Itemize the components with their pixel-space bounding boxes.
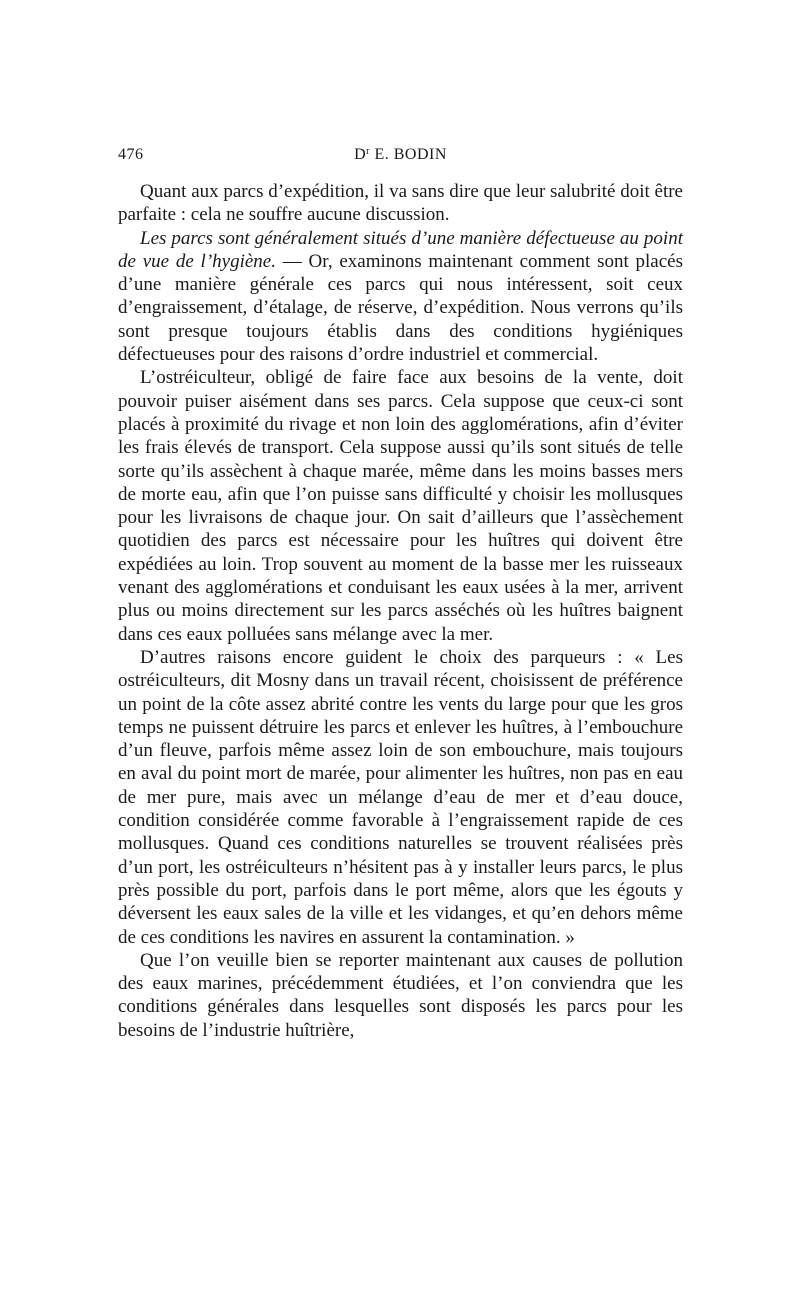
book-page [118, 146, 683, 1042]
paragraph-mosny-quote: D’autres raisons encore guident le choix des parqueurs : « Les ostréiculteurs, dit Mosny dans un travail récent, choisissent de préférence un point de la côte assez abrité contre les vents du large pour que les gros temps ne puissent détruire les parcs et enlever les huîtres, à l’embouchure d’un fleuve, parfois même assez loin de son embouchure, mais toujours en aval du point mort de marée, pour alimenter les huîtres, non pas en eau de mer pure, mais avec un mélange d’eau de mer et d’eau douce, condition considérée comme favorable à l’engraissement rapide de ces mollusques. Quand ces conditions naturelles se trouvent réalisées près d’un port, les ostréiculteurs n’hésitent pas à y installer leurs parcs, le plus près possible du port, parfois dans le port même, alors que les égouts y déversent les eaux sales de la ville et les vidanges, et qu’en dehors même de ces conditions les navires en assurent la contamination. » [118, 646, 683, 948]
author-prefix: D [354, 146, 367, 163]
running-head-title [118, 146, 683, 164]
author-prefix-superscript: r [366, 146, 370, 157]
paragraph-text: — Or, examinons maintenant comment sont placés d’une manière générale ces parcs qui nous intéressent, soit ceux d’engraissement, d’étalage, de réserve, d’expédition. Nous verrons qu’ils sont presque toujours établis dans des conditions hygiéniques défectueuses pour des raisons d’ordre industriel et commercial. [118, 250, 683, 366]
italic-section-heading: Les parcs sont généralement situés d’une manière défectueuse au point de vue de l’hygiène. [118, 227, 683, 272]
paragraph-hygiene-location [118, 227, 683, 367]
page-number: 476 [118, 146, 144, 163]
running-head [118, 146, 683, 172]
body-text [118, 180, 683, 1042]
paragraph-pollution-causes: Que l’on veuille bien se reporter maintenant aux causes de pollution des eaux marines, précédemment étudiées, et l’on conviendra que les conditions générales dans lesquelles sont disposés les parcs pour les besoins de l’industrie huîtrière, [118, 949, 683, 1041]
author-name: E. BODIN [374, 146, 447, 163]
paragraph-ostreiculteur: L’ostréiculteur, obligé de faire face aux besoins de la vente, doit pouvoir puiser aisément dans ses parcs. Cela suppose que ceux-ci sont placés à proximité du rivage et non loin des agglomérations, afin d’éviter les frais élevés de transport. Cela suppose aussi qu’ils sont situés de telle sorte qu’ils assèchent à chaque marée, même dans les moins basses mers de morte eau, afin que l’on puisse sans difficulté y choisir les mollusques pour les livraisons de chaque jour. On sait d’ailleurs que l’assèchement quotidien des parcs est nécessaire pour les huîtres qui doivent être expédiées au loin. Trop souvent au moment de la basse mer les ruisseaux venant des agglomérations et conduisant les eaux usées à la mer, arrivent plus ou moins directement sur les parcs asséchés où les huîtres baignent dans ces eaux polluées sans mélange avec la mer. [118, 367, 683, 645]
paragraph-shipping-parks: Quant aux parcs d’expédition, il va sans dire que leur salubrité doit être parfaite : cela ne souffre aucune discussion. [118, 181, 683, 226]
